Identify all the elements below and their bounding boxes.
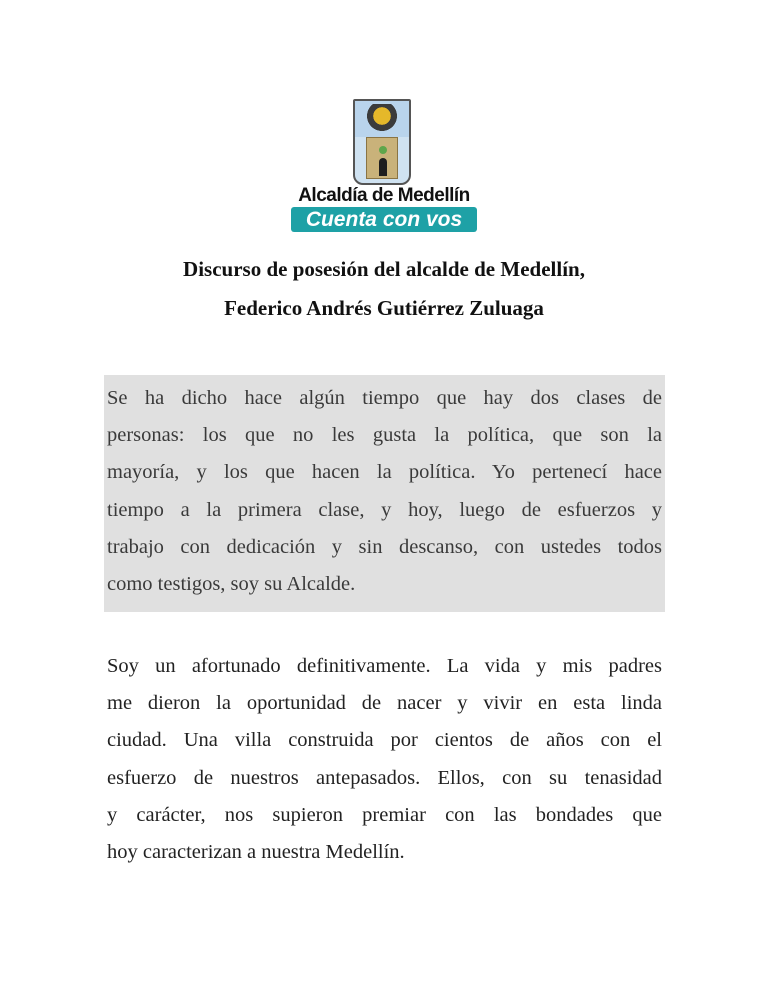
tower-icon <box>366 137 398 179</box>
logo-name: Alcaldía de Medellín <box>298 185 470 206</box>
text-line: hoy caracterizan a nuestra Medellín. <box>107 840 405 863</box>
paragraph-2 <box>107 648 662 871</box>
text-line: mayoría, y los que hacen la política. Yo pertenecí hace <box>107 461 662 484</box>
eagle-virgin-icon <box>365 104 399 134</box>
alcaldia-medellin-logo <box>288 97 480 235</box>
document-title-line-2: Federico Andrés Gutiérrez Zuluaga <box>224 296 544 320</box>
text-line: personas: los que no les gusta la política, que son la <box>107 424 662 447</box>
text-line: me dieron la oportunidad de nacer y vivir en esta linda <box>107 692 662 715</box>
text-line: y carácter, nos supieron premiar con las bondades que <box>107 803 662 826</box>
paragraph-highlighted <box>107 380 662 603</box>
text-line: Soy un afortunado definitivamente. La vida y mis padres <box>107 655 662 677</box>
logo-slogan: Cuenta con vos <box>291 207 477 232</box>
text-line: Se ha dicho hace algún tiempo que hay dos clases de <box>107 387 662 409</box>
text-line: ciudad. Una villa construida por cientos de años con el <box>107 729 662 752</box>
text-line: tiempo a la primera clase, y hoy, luego de esfuerzos y <box>107 498 662 521</box>
coat-of-arms-icon <box>353 99 411 185</box>
text-line: como testigos, soy su Alcalde. <box>107 572 356 595</box>
text-line: esfuerzo de nuestros antepasados. Ellos, con su tenasidad <box>107 766 662 789</box>
document-title-line-1: Discurso de posesión del alcalde de Medellín, <box>183 257 585 281</box>
text-line: trabajo con dedicación y sin descanso, con ustedes todos <box>107 535 662 558</box>
